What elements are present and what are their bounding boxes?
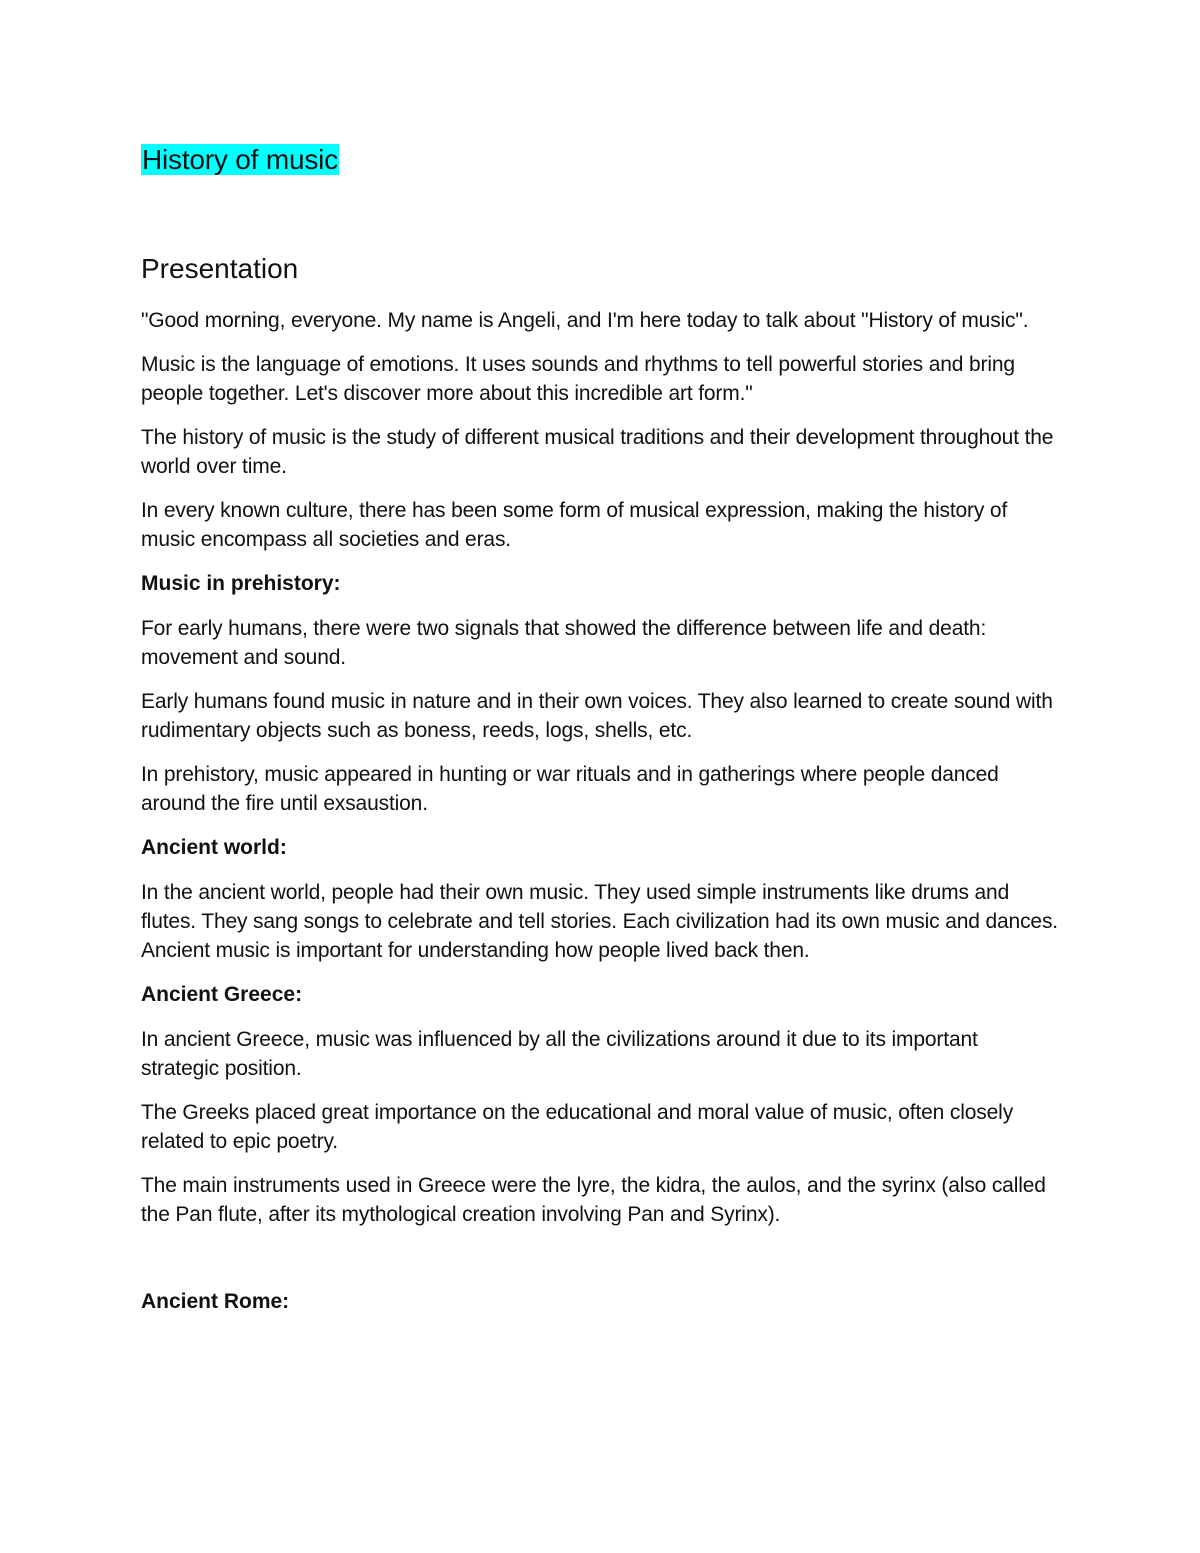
heading-ancient-greece: Ancient Greece: — [141, 983, 303, 1006]
document-body — [141, 306, 1061, 1332]
paragraph-definition: The history of music is the study of different musical traditions and their development throughout the world over time. — [141, 426, 1054, 478]
paragraph-prehistory-nature: Early humans found music in nature and in their own voices. They also learned to create sound with rudimentary objects such as boness, reeds, logs, shells, etc. — [141, 690, 1053, 742]
paragraph-prehistory-rituals: In prehistory, music appeared in hunting or war rituals and in gatherings where people danced around the fire until exsaustion. — [141, 763, 999, 815]
document-subtitle: Presentation — [141, 253, 299, 284]
paragraph-ancient-world: In the ancient world, people had their own music. They used simple instruments like drums and flutes. They sang songs to celebrate and tell stories. Each civilization had its own music and dances. Ancient music is important for understanding how people lived back then. — [141, 881, 1058, 962]
heading-ancient-world: Ancient world: — [141, 836, 287, 859]
title-highlight: History of music — [142, 144, 338, 175]
paragraph-prehistory-signals: For early humans, there were two signals that showed the difference between life and death: movement and sound. — [141, 617, 987, 669]
paragraph-intro-greeting: "Good morning, everyone. My name is Angeli, and I'm here today to talk about "History of music". — [141, 309, 1029, 332]
paragraph-greece-instruments: The main instruments used in Greece were the lyre, the kidra, the aulos, and the syrinx (also called the Pan flute, after its mythological creation involving Pan and Syrinx). — [141, 1174, 1046, 1226]
heading-prehistory: Music in prehistory: — [141, 572, 341, 595]
paragraph-greece-education: The Greeks placed great importance on the educational and moral value of music, often closely related to epic poetry. — [141, 1101, 1014, 1153]
heading-ancient-rome: Ancient Rome: — [141, 1290, 290, 1313]
paragraph-every-culture: In every known culture, there has been some form of musical expression, making the history of music encompass all societies and eras. — [141, 499, 1008, 551]
paragraph-greece-influence: In ancient Greece, music was influenced by all the civilizations around it due to its important strategic position. — [141, 1028, 978, 1080]
paragraph-intro-emotions: Music is the language of emotions. It uses sounds and rhythms to tell powerful stories and bring people together. Let's discover more about this incredible art form." — [141, 353, 1015, 405]
document-title — [141, 142, 339, 178]
